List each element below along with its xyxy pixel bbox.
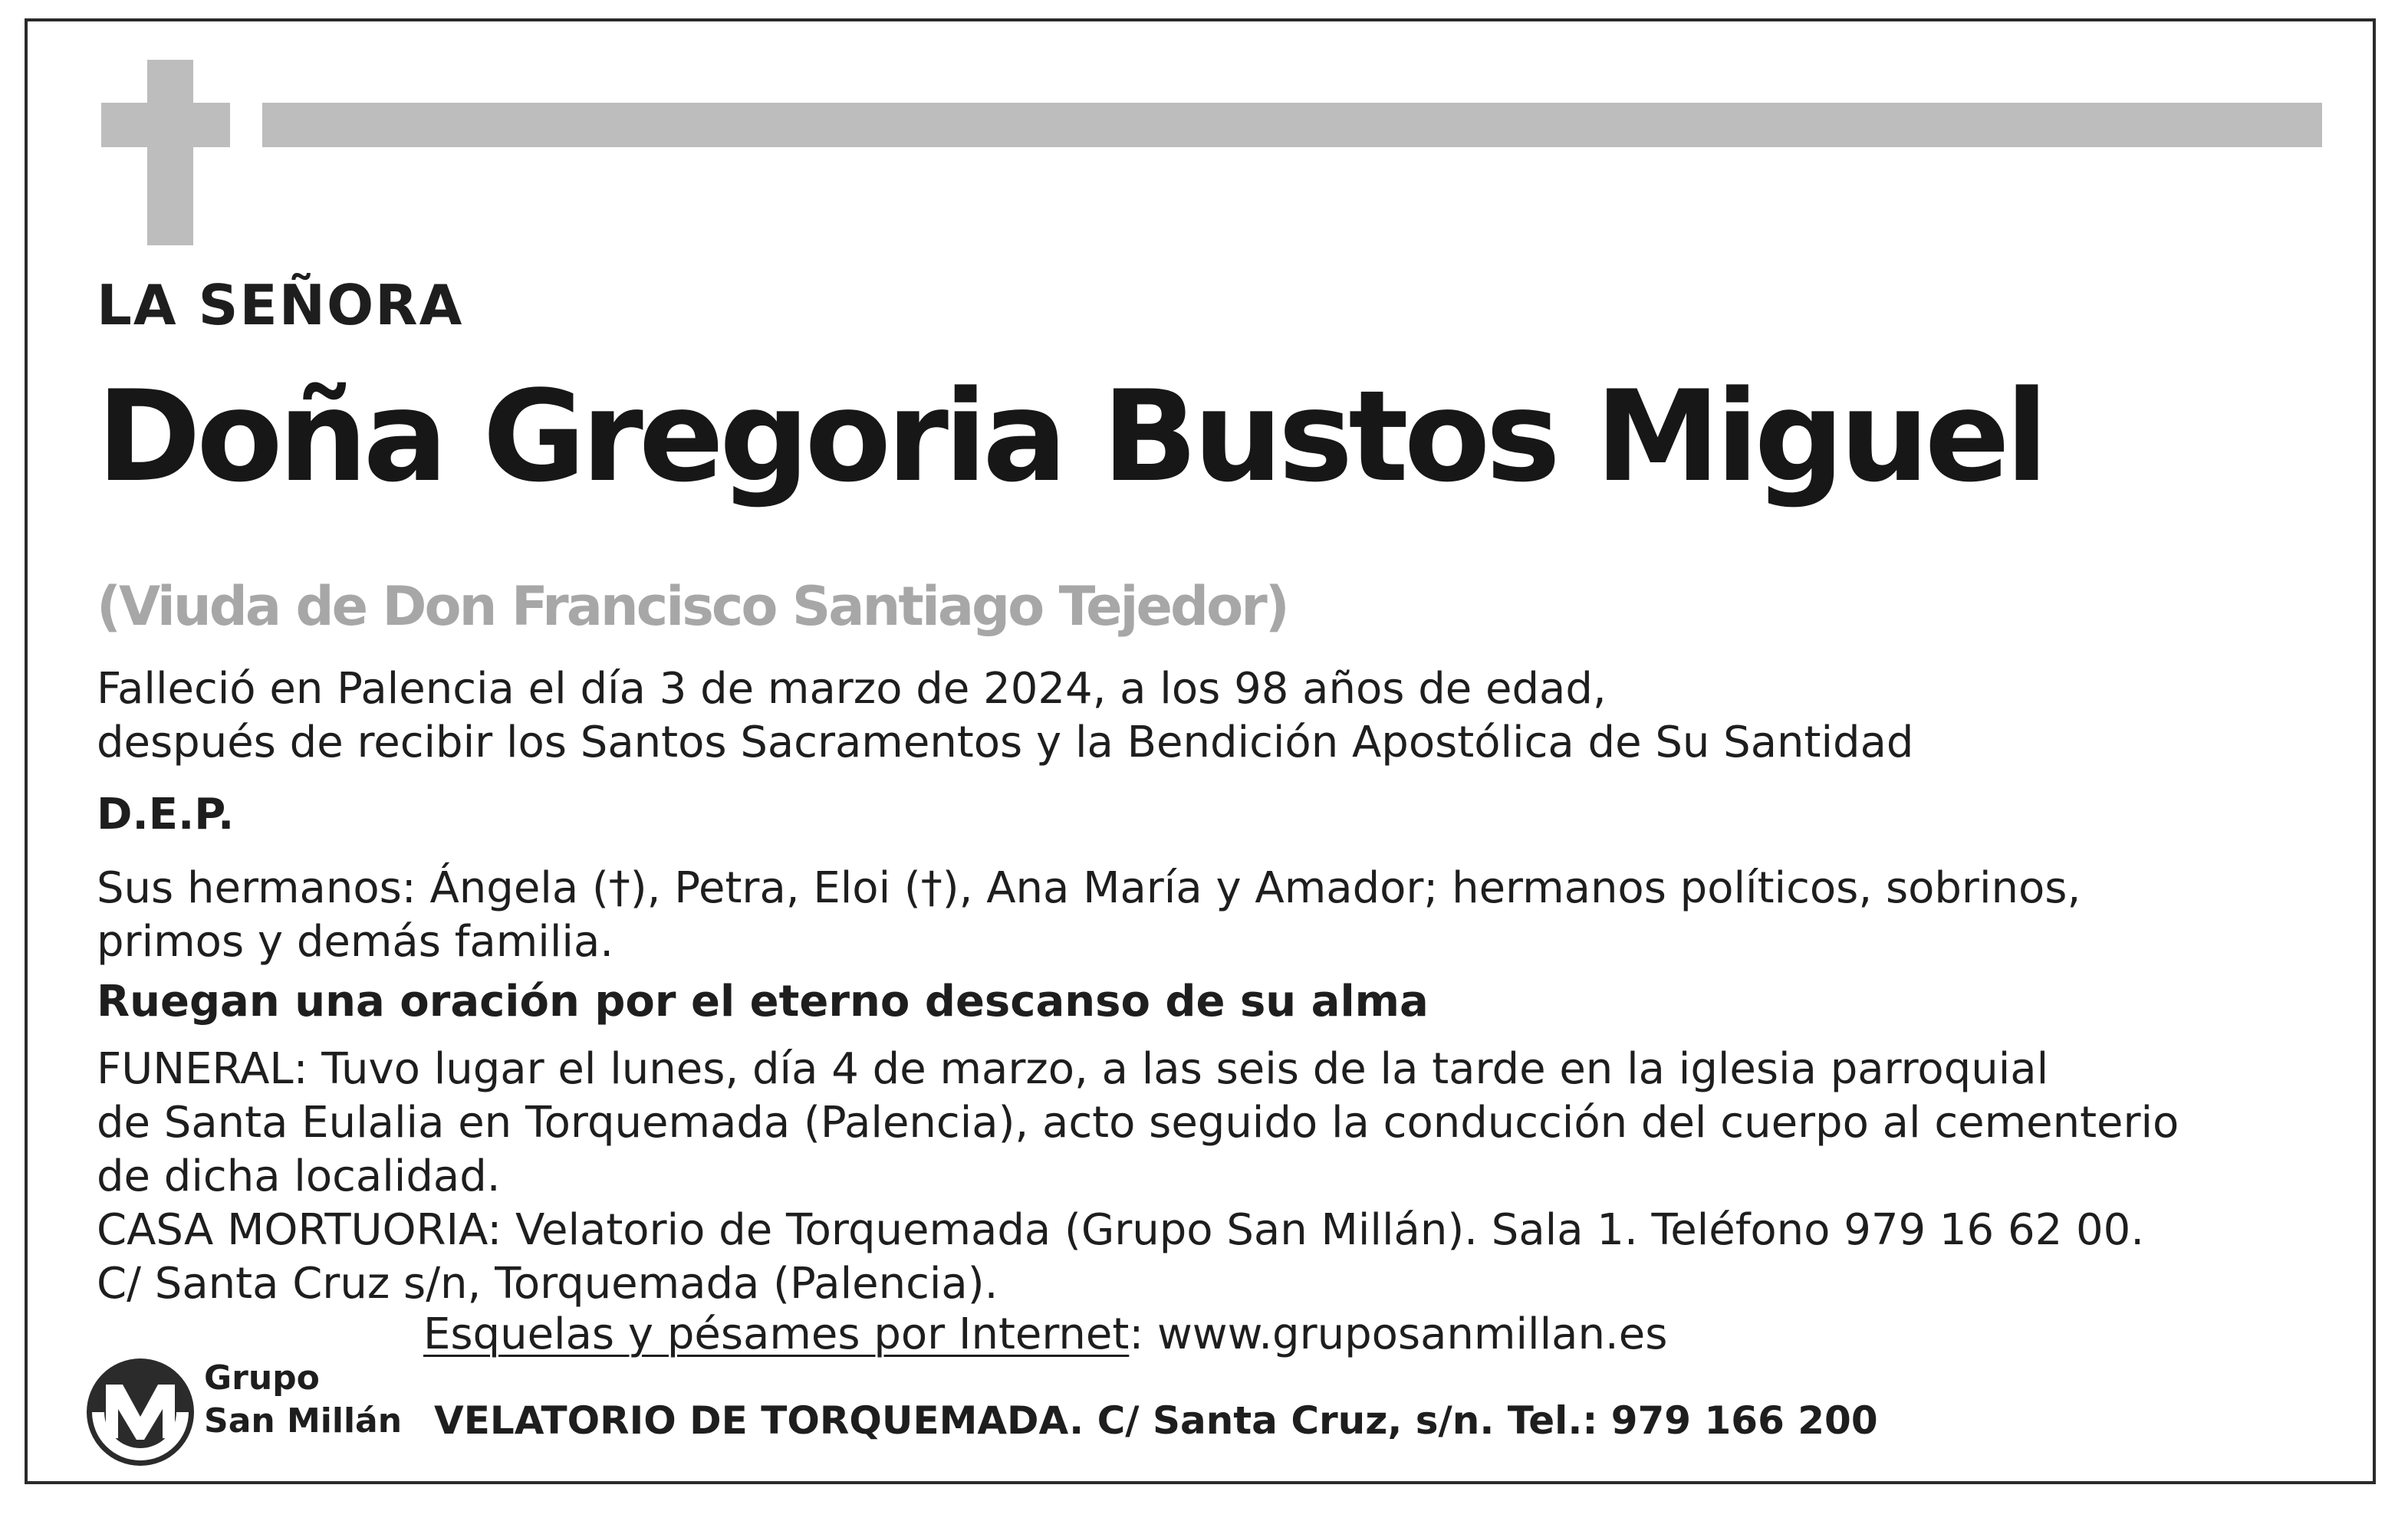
details-line: de dicha localidad.: [97, 1151, 501, 1201]
honorific-heading: LA SEÑORA: [97, 273, 464, 337]
widow-of-line: (Viuda de Don Francisco Santiago Tejedor): [97, 575, 1288, 638]
funeral-details: [97, 1043, 2179, 1311]
brand-line: Grupo: [204, 1358, 320, 1398]
internet-condolences: [423, 1309, 1667, 1359]
cross-icon-horizontal-bar: [101, 103, 230, 147]
deceased-name: Doña Gregoria Bustos Miguel: [97, 363, 2044, 510]
family-line: primos y demás familia.: [97, 917, 614, 967]
details-line: C/ Santa Cruz s/n, Torquemada (Palencia).: [97, 1259, 998, 1309]
cross-icon-vertical-bar: [147, 60, 193, 245]
grupo-san-millan-logo-icon: [83, 1355, 198, 1467]
website-url[interactable]: : www.gruposanmillan.es: [1129, 1309, 1668, 1359]
death-line: después de recibir los Santos Sacramentos y la Bendición Apostólica de Su Santidad: [97, 718, 1914, 767]
condolences-label: Esquelas y pésames por Internet: [423, 1309, 1130, 1359]
details-line: FUNERAL: Tuvo lugar el lunes, día 4 de marzo, a las seis de la tarde en la iglesia parroquial: [97, 1044, 2049, 1094]
brand-name: [204, 1357, 402, 1443]
family-line: Sus hermanos: Ángela (†), Petra, Eloi (†), Ana María y Amador; hermanos políticos, sobrinos,: [97, 863, 2081, 913]
family-paragraph: [97, 862, 2081, 969]
rest-in-peace: D.E.P.: [97, 790, 235, 839]
death-paragraph: [97, 662, 1913, 770]
header-rule: [262, 103, 2322, 147]
death-line: Falleció en Palencia el día 3 de marzo de 2024, a los 98 años de edad,: [97, 664, 1607, 714]
funeral-home-footer: VELATORIO DE TORQUEMADA. C/ Santa Cruz, s/n. Tel.: 979 166 200: [434, 1398, 1878, 1443]
brand-line: San Millán: [204, 1401, 403, 1441]
details-line: de Santa Eulalia en Torquemada (Palencia), acto seguido la conducción del cuerpo al cementerio: [97, 1098, 2179, 1148]
prayer-request: Ruegan una oración por el eterno descanso de su alma: [97, 977, 1429, 1027]
details-line: CASA MORTUORIA: Velatorio de Torquemada (Grupo San Millán). Sala 1. Teléfono 979 16 62 00.: [97, 1205, 2145, 1255]
